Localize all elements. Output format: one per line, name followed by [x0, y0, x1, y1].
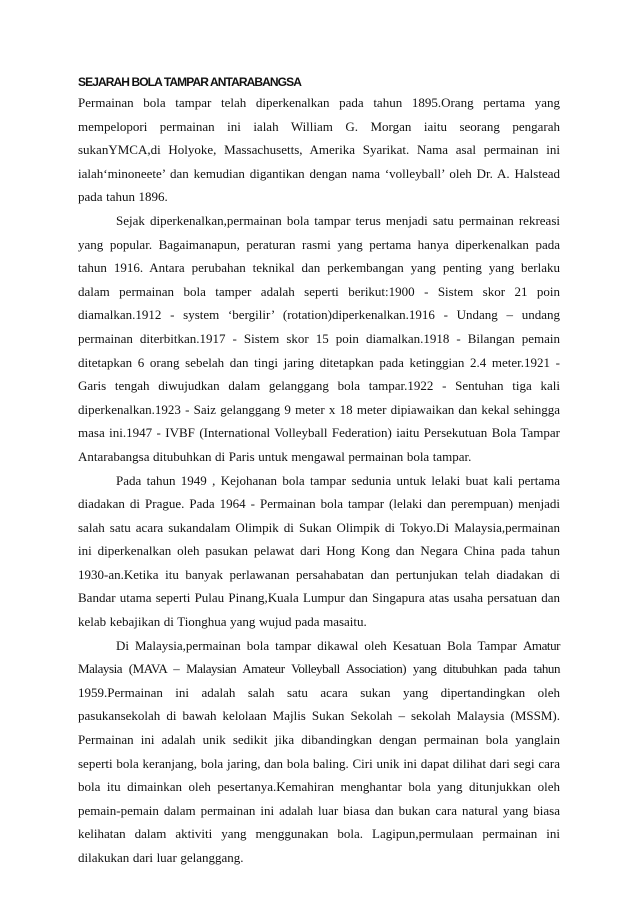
document-body [78, 74, 560, 870]
paragraph-mava-lead: Di Malaysia,permainan bola tampar dikawal oleh Kesatuan Bola Tampar [116, 637, 517, 653]
document-title: SEJARAH BOLA TAMPAR ANTARABANGSA [78, 75, 301, 89]
paragraph-intro: Permainan bola tampar telah diperkenalkan pada tahun 1895.Orang pertama yang mempelopori permainan ini ialah William G. Morgan iaitu seorang pengarah sukanYMCA,di Holyoke, Massachusetts, Amerika Syarikat. Nama asal permainan ini ialah‘minoneete’ dan kemudian digantikan dengan nama ‘volleyball’ oleh Dr. A. Halstead pada tahun 1896. [78, 95, 560, 205]
paragraph-mava-rest: 1959.Permainan ini adalah salah satu acara sukan yang dipertandingkan oleh pasukansekolah di bawah kelolaan Majlis Sukan Sekolah – sekolah Malaysia (MSSM). Permainan ini adalah unik sedikit jika dibandingkan dengan permainan bola yanglain seperti bola keranjang, bola jaring, dan bola baling. Ciri unik ini dapat dilihat dari segi cara bola itu dimainkan oleh pesertanya.Kemahiran menghantar bola yang ditunjukkan oleh pemain-pemain dalam permainan ini adalah luar biasa dan bukan cara natural yang biasa kelihatan dalam aktiviti yang menggunakan bola. Lagipun,permulaan permainan ini dilakukan dari luar gelanggang. [78, 684, 560, 865]
paragraph-history-timeline: Sejak diperkenalkan,permainan bola tampar terus menjadi satu permainan rekreasi yang popular. Bagaimanapun, peraturan rasmi yang pertama hanya diperkenalkan pada tahun 1916. Antara perubahan teknikal dan perkembangan yang penting yang berlaku dalam permainan bola tamper adalah seperti berikut:1900 - Sistem skor 21 poin diamalkan.1912 - system ‘bergilir’ (rotation)diperkenalkan.1916 - Undang – undang permainan diterbitkan.1917 - Sistem skor 15 poin diamalkan.1918 - Bilangan pemain ditetapkan 6 orang sebelah dan tingi jaring ditetapkan pada ketinggian 2.4 meter.1921 - Garis tengah diwujudkan dalam gelanggang bola tampar.1922 - Sentuhan tiga kali diperkenalkan.1923 - Saiz gelanggang 9 meter x 18 meter dipiawaikan dan kekal sehingga masa ini.1947 - IVBF (International Volleyball Federation) iaitu Persekutuan Bola Tampar Antarabangsa ditubuhkan di Paris untuk mengawal permainan bola tampar. [78, 212, 560, 464]
paragraph-championship-malaysia: Pada tahun 1949 , Kejohanan bola tampar sedunia untuk lelaki buat kali pertama diadakan di Prague. Pada 1964 - Permainan bola tampar (lelaki dan perempuan) menjadi salah satu acara sukandalam Olimpik di Sukan Olimpik di Tokyo.Di Malaysia,permainan ini diperkenalkan oleh pasukan pelawat dari Hong Kong dan Negara China pada tahun 1930-an.Ketika itu banyak perlawanan persahabatan dan pertunjukan telah diadakan di Bandar utama seperti Pulau Pinang,Kuala Lumpur dan Singapura atas usaha persatuan dan kelab kebajikan di Tionghua yang wujud pada masaitu. [78, 472, 560, 630]
paragraph-mava-condensed: Amatur Malaysia (MAVA – Malaysian Amateur Volleyball Association) yang ditubuhkan pada tahun [78, 637, 560, 677]
paragraph-mava [78, 634, 560, 870]
